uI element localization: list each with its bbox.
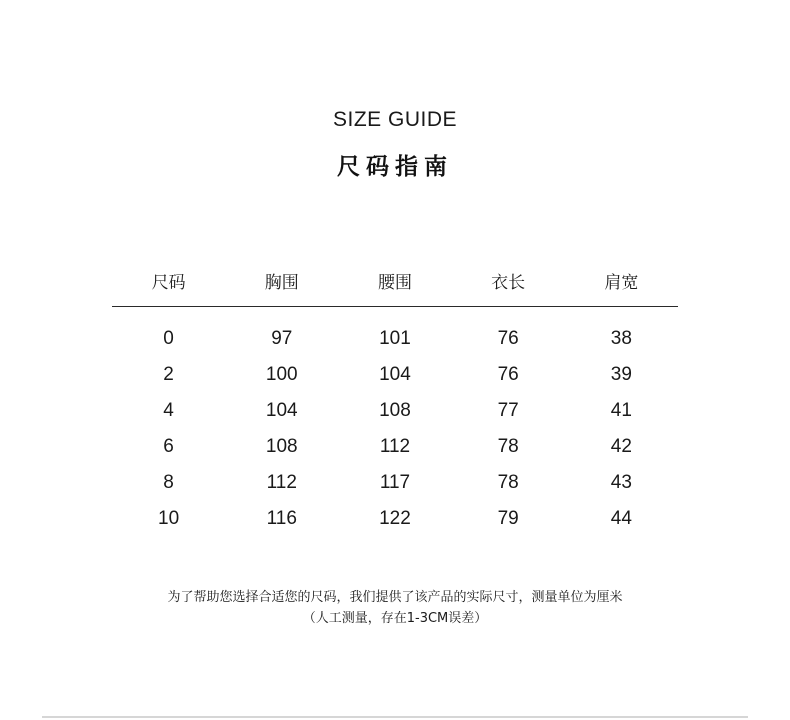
table-row xyxy=(112,321,678,357)
table-row xyxy=(112,501,678,537)
cell-size: 0 xyxy=(163,328,174,349)
header-shoulder: 肩宽 xyxy=(604,272,639,293)
cell-length: 78 xyxy=(497,436,519,457)
cell-chest: 100 xyxy=(265,364,298,385)
cell-size: 10 xyxy=(158,508,180,529)
bottom-divider xyxy=(42,716,748,718)
cell-chest: 112 xyxy=(266,472,297,493)
table-header-row xyxy=(112,262,678,298)
cell-shoulder: 38 xyxy=(610,328,632,349)
cell-waist: 117 xyxy=(379,472,411,493)
cell-length: 78 xyxy=(497,472,519,493)
cell-length: 77 xyxy=(497,400,519,421)
cell-waist: 112 xyxy=(379,436,411,457)
title-chinese: 尺码指南 xyxy=(337,154,453,180)
cell-chest: 116 xyxy=(266,508,297,529)
size-table xyxy=(112,262,678,537)
table-row xyxy=(112,357,678,393)
cell-shoulder: 42 xyxy=(610,436,632,457)
cell-waist: 101 xyxy=(379,328,411,349)
cell-size: 4 xyxy=(163,400,174,421)
table-row xyxy=(112,393,678,429)
header-divider xyxy=(112,306,678,307)
cell-size: 2 xyxy=(163,364,174,385)
header-length: 衣长 xyxy=(491,272,526,293)
cell-size: 8 xyxy=(163,472,174,493)
cell-length: 76 xyxy=(497,364,519,385)
note-line-2: （人工测量，存在1-3CM误差） xyxy=(302,611,488,626)
cell-chest: 108 xyxy=(265,436,298,457)
header-chest: 胸围 xyxy=(264,272,299,293)
cell-chest: 97 xyxy=(271,328,293,349)
cell-size: 6 xyxy=(163,436,174,457)
cell-waist: 108 xyxy=(379,400,411,421)
title-english: SIZE GUIDE xyxy=(332,108,458,131)
cell-chest: 104 xyxy=(265,400,298,421)
cell-shoulder: 44 xyxy=(610,508,632,529)
cell-waist: 122 xyxy=(379,508,411,529)
table-row xyxy=(112,465,678,501)
table-row xyxy=(112,429,678,465)
cell-waist: 104 xyxy=(379,364,411,385)
cell-length: 79 xyxy=(497,508,519,529)
measurement-note xyxy=(0,587,790,629)
header-size: 尺码 xyxy=(151,272,186,293)
cell-shoulder: 43 xyxy=(610,472,632,493)
header-waist: 腰围 xyxy=(377,272,412,293)
note-line-1: 为了帮助您选择合适您的尺码，我们提供了该产品的实际尺寸，测量单位为厘米 xyxy=(167,590,623,605)
cell-shoulder: 41 xyxy=(610,400,632,421)
cell-length: 76 xyxy=(497,328,519,349)
cell-shoulder: 39 xyxy=(610,364,632,385)
